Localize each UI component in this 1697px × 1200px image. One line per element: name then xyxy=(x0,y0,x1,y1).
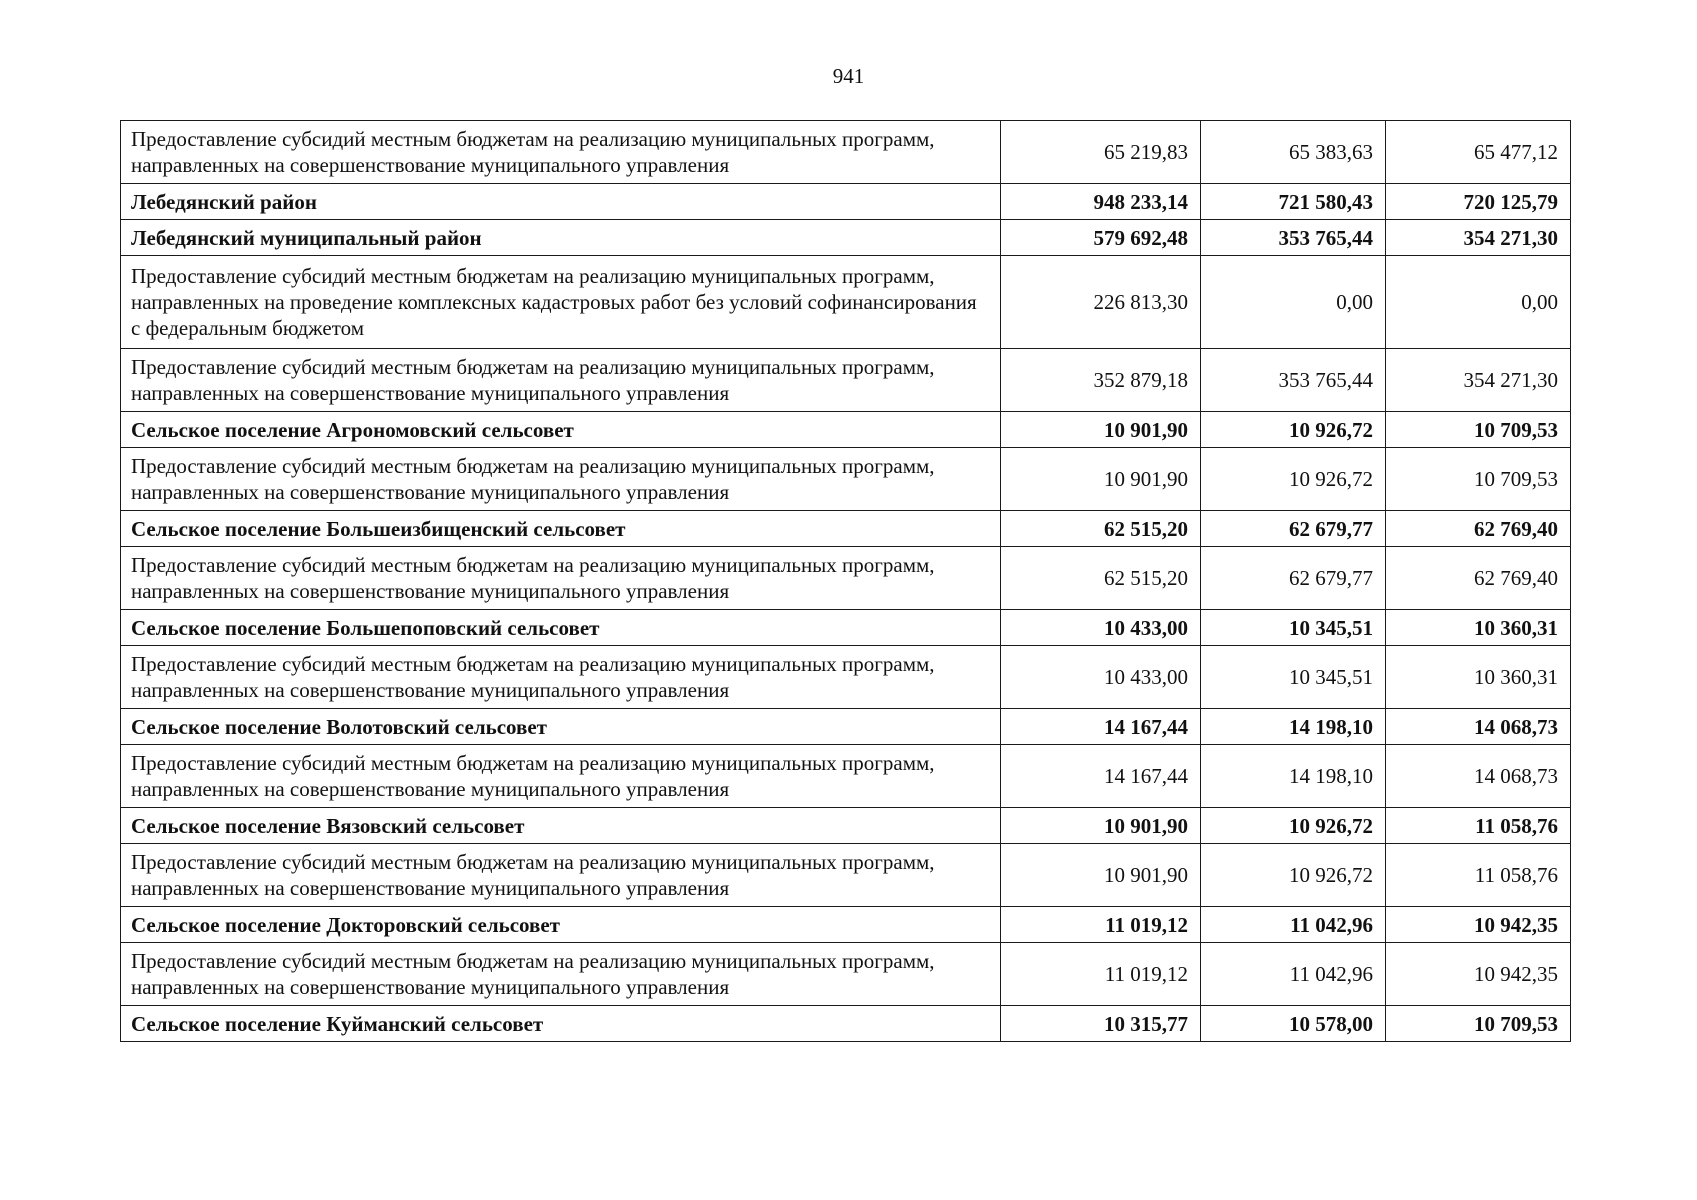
value-cell-3: 62 769,40 xyxy=(1386,547,1571,610)
subtotal-row xyxy=(121,220,1571,256)
value-cell-1: 62 515,20 xyxy=(1001,547,1201,610)
row-name-cell: Сельское поселение Докторовский сельсовет xyxy=(121,907,1001,943)
value-cell-1: 10 433,00 xyxy=(1001,646,1201,709)
row-name-cell: Лебедянский район xyxy=(121,184,1001,220)
value-cell-3: 10 360,31 xyxy=(1386,610,1571,646)
value-cell-3: 0,00 xyxy=(1386,256,1571,349)
row-name-cell: Сельское поселение Большепоповский сельсовет xyxy=(121,610,1001,646)
value-cell-3: 10 942,35 xyxy=(1386,907,1571,943)
value-cell-3: 10 360,31 xyxy=(1386,646,1571,709)
value-cell-3: 11 058,76 xyxy=(1386,808,1571,844)
value-cell-1: 352 879,18 xyxy=(1001,349,1201,412)
value-cell-1: 10 315,77 xyxy=(1001,1006,1201,1042)
value-cell-2: 10 926,72 xyxy=(1201,808,1386,844)
value-cell-2: 62 679,77 xyxy=(1201,547,1386,610)
row-name-cell: Предоставление субсидий местным бюджетам на реализацию муниципальных программ, направленных на совершенствование муниципального управления xyxy=(121,121,1001,184)
value-cell-3: 354 271,30 xyxy=(1386,220,1571,256)
value-cell-2: 10 926,72 xyxy=(1201,844,1386,907)
value-cell-2: 10 926,72 xyxy=(1201,448,1386,511)
value-cell-2: 0,00 xyxy=(1201,256,1386,349)
row-name-cell: Предоставление субсидий местным бюджетам на реализацию муниципальных программ, направленных на проведение комплексных кадастровых работ без условий софинансирования с федеральным бюджетом xyxy=(121,256,1001,349)
value-cell-1: 10 901,90 xyxy=(1001,844,1201,907)
value-cell-1: 65 219,83 xyxy=(1001,121,1201,184)
value-cell-2: 10 578,00 xyxy=(1201,1006,1386,1042)
row-name-cell: Предоставление субсидий местным бюджетам на реализацию муниципальных программ, направленных на совершенствование муниципального управления xyxy=(121,745,1001,808)
page-number: 941 xyxy=(832,64,865,88)
value-cell-2: 353 765,44 xyxy=(1201,220,1386,256)
value-cell-1: 948 233,14 xyxy=(1001,184,1201,220)
value-cell-3: 720 125,79 xyxy=(1386,184,1571,220)
value-cell-1: 11 019,12 xyxy=(1001,907,1201,943)
table-row xyxy=(121,256,1571,349)
value-cell-2: 65 383,63 xyxy=(1201,121,1386,184)
row-name-cell: Сельское поселение Большеизбищенский сельсовет xyxy=(121,511,1001,547)
value-cell-1: 579 692,48 xyxy=(1001,220,1201,256)
table-row xyxy=(121,646,1571,709)
value-cell-1: 10 901,90 xyxy=(1001,412,1201,448)
value-cell-3: 14 068,73 xyxy=(1386,745,1571,808)
row-name-cell: Предоставление субсидий местным бюджетам на реализацию муниципальных программ, направленных на совершенствование муниципального управления xyxy=(121,943,1001,1006)
row-name-cell: Лебедянский муниципальный район xyxy=(121,220,1001,256)
value-cell-1: 11 019,12 xyxy=(1001,943,1201,1006)
subtotal-row xyxy=(121,610,1571,646)
value-cell-3: 11 058,76 xyxy=(1386,844,1571,907)
subtotal-row xyxy=(121,511,1571,547)
value-cell-3: 14 068,73 xyxy=(1386,709,1571,745)
row-name-cell: Предоставление субсидий местным бюджетам на реализацию муниципальных программ, направленных на совершенствование муниципального управления xyxy=(121,448,1001,511)
subtotal-row xyxy=(121,412,1571,448)
table-row xyxy=(121,349,1571,412)
row-name-cell: Предоставление субсидий местным бюджетам на реализацию муниципальных программ, направленных на совершенствование муниципального управления xyxy=(121,844,1001,907)
budget-table xyxy=(120,120,1571,1042)
row-name-cell: Предоставление субсидий местным бюджетам на реализацию муниципальных программ, направленных на совершенствование муниципального управления xyxy=(121,547,1001,610)
value-cell-1: 226 813,30 xyxy=(1001,256,1201,349)
subtotal-row xyxy=(121,1006,1571,1042)
table-row xyxy=(121,448,1571,511)
value-cell-1: 10 901,90 xyxy=(1001,448,1201,511)
value-cell-2: 10 345,51 xyxy=(1201,610,1386,646)
table-row xyxy=(121,745,1571,808)
row-name-cell: Сельское поселение Куйманский сельсовет xyxy=(121,1006,1001,1042)
table-row xyxy=(121,943,1571,1006)
value-cell-1: 62 515,20 xyxy=(1001,511,1201,547)
table-row xyxy=(121,844,1571,907)
table-row xyxy=(121,547,1571,610)
value-cell-3: 10 709,53 xyxy=(1386,1006,1571,1042)
value-cell-1: 14 167,44 xyxy=(1001,709,1201,745)
value-cell-3: 10 942,35 xyxy=(1386,943,1571,1006)
value-cell-3: 10 709,53 xyxy=(1386,412,1571,448)
value-cell-3: 65 477,12 xyxy=(1386,121,1571,184)
value-cell-1: 14 167,44 xyxy=(1001,745,1201,808)
table-row xyxy=(121,121,1571,184)
value-cell-2: 11 042,96 xyxy=(1201,907,1386,943)
subtotal-row xyxy=(121,184,1571,220)
value-cell-3: 62 769,40 xyxy=(1386,511,1571,547)
value-cell-1: 10 901,90 xyxy=(1001,808,1201,844)
value-cell-2: 721 580,43 xyxy=(1201,184,1386,220)
value-cell-2: 353 765,44 xyxy=(1201,349,1386,412)
value-cell-2: 14 198,10 xyxy=(1201,709,1386,745)
row-name-cell: Предоставление субсидий местным бюджетам на реализацию муниципальных программ, направленных на совершенствование муниципального управления xyxy=(121,646,1001,709)
subtotal-row xyxy=(121,709,1571,745)
row-name-cell: Сельское поселение Агрономовский сельсовет xyxy=(121,412,1001,448)
value-cell-2: 10 345,51 xyxy=(1201,646,1386,709)
value-cell-1: 10 433,00 xyxy=(1001,610,1201,646)
subtotal-row xyxy=(121,808,1571,844)
budget-table-body xyxy=(121,121,1571,1042)
value-cell-2: 11 042,96 xyxy=(1201,943,1386,1006)
subtotal-row xyxy=(121,907,1571,943)
value-cell-2: 14 198,10 xyxy=(1201,745,1386,808)
value-cell-2: 10 926,72 xyxy=(1201,412,1386,448)
value-cell-3: 354 271,30 xyxy=(1386,349,1571,412)
value-cell-2: 62 679,77 xyxy=(1201,511,1386,547)
value-cell-3: 10 709,53 xyxy=(1386,448,1571,511)
row-name-cell: Предоставление субсидий местным бюджетам на реализацию муниципальных программ, направленных на совершенствование муниципального управления xyxy=(121,349,1001,412)
row-name-cell: Сельское поселение Волотовский сельсовет xyxy=(121,709,1001,745)
row-name-cell: Сельское поселение Вязовский сельсовет xyxy=(121,808,1001,844)
